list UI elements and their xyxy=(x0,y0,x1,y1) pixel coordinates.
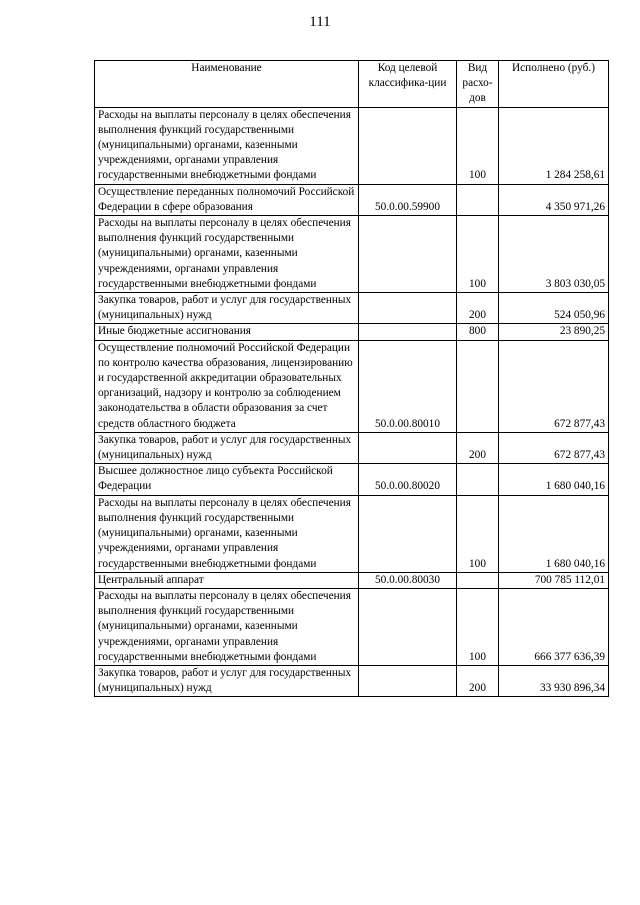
row-code-cell xyxy=(359,324,457,340)
row-amount-cell: 1 284 258,61 xyxy=(499,107,609,184)
row-amount-cell: 672 877,43 xyxy=(499,340,609,432)
row-name-cell: Расходы на выплаты персоналу в целях обеспечения выполнения функций государственными (муниципальными) органами, казенными учреждениями, органами управления государственными внебюджетными фондами xyxy=(95,588,359,665)
table-body xyxy=(95,107,609,697)
row-name-cell: Закупка товаров, работ и услуг для государственных (муниципальных) нужд xyxy=(95,293,359,324)
row-name-cell: Расходы на выплаты персоналу в целях обеспечения выполнения функций государственными (муниципальными) органами, казенными учреждениями, органами управления государственными внебюджетными фондами xyxy=(95,107,359,184)
row-name-cell: Иные бюджетные ассигнования xyxy=(95,324,359,340)
row-amount-cell: 3 803 030,05 xyxy=(499,216,609,293)
table-header-row xyxy=(95,61,609,108)
table-row xyxy=(95,572,609,588)
table-row xyxy=(95,665,609,696)
row-kind-cell xyxy=(457,572,499,588)
row-amount-cell: 700 785 112,01 xyxy=(499,572,609,588)
row-kind-cell: 100 xyxy=(457,107,499,184)
row-kind-cell xyxy=(457,464,499,495)
table-row xyxy=(95,432,609,463)
table-row xyxy=(95,216,609,293)
row-name-cell: Осуществление переданных полномочий Российской Федерации в сфере образования xyxy=(95,184,359,215)
row-code-cell xyxy=(359,216,457,293)
row-amount-cell: 672 877,43 xyxy=(499,432,609,463)
row-name-cell: Высшее должностное лицо субъекта Российской Федерации xyxy=(95,464,359,495)
row-amount-cell: 1 680 040,16 xyxy=(499,464,609,495)
table-row xyxy=(95,340,609,432)
table-row xyxy=(95,464,609,495)
row-kind-cell: 100 xyxy=(457,216,499,293)
row-kind-cell: 100 xyxy=(457,588,499,665)
row-amount-cell: 4 350 971,26 xyxy=(499,184,609,215)
row-code-cell xyxy=(359,495,457,572)
row-name-cell: Закупка товаров, работ и услуг для государственных (муниципальных) нужд xyxy=(95,432,359,463)
table-row xyxy=(95,184,609,215)
row-name-cell: Расходы на выплаты персоналу в целях обеспечения выполнения функций государственными (муниципальными) органами, казенными учреждениями, органами управления государственными внебюджетными фондами xyxy=(95,216,359,293)
table-row xyxy=(95,495,609,572)
row-kind-cell: 200 xyxy=(457,432,499,463)
row-code-cell xyxy=(359,293,457,324)
header-amount: Исполнено (руб.) xyxy=(499,61,609,108)
row-name-cell: Осуществление полномочий Российской Федерации по контролю качества образования, лицензированию и государственной аккредитации образовательных организаций, надзору и контролю за соблюдением законодательства в области образования за счет средств областного бюджета xyxy=(95,340,359,432)
row-code-cell xyxy=(359,107,457,184)
table-row xyxy=(95,324,609,340)
row-code-cell xyxy=(359,665,457,696)
row-name-cell: Закупка товаров, работ и услуг для государственных (муниципальных) нужд xyxy=(95,665,359,696)
row-name-cell: Расходы на выплаты персоналу в целях обеспечения выполнения функций государственными (муниципальными) органами, казенными учреждениями, органами управления государственными внебюджетными фондами xyxy=(95,495,359,572)
row-kind-cell: 100 xyxy=(457,495,499,572)
page-number: 111 xyxy=(309,14,331,30)
table-row xyxy=(95,107,609,184)
row-amount-cell: 23 890,25 xyxy=(499,324,609,340)
row-kind-cell: 200 xyxy=(457,293,499,324)
table-row xyxy=(95,588,609,665)
row-name-cell: Центральный аппарат xyxy=(95,572,359,588)
row-code-cell: 50.0.00.59900 xyxy=(359,184,457,215)
row-code-cell: 50.0.00.80010 xyxy=(359,340,457,432)
row-code-cell xyxy=(359,588,457,665)
table-row xyxy=(95,293,609,324)
expenditure-table xyxy=(94,60,609,697)
row-code-cell xyxy=(359,432,457,463)
row-amount-cell: 33 930 896,34 xyxy=(499,665,609,696)
row-kind-cell: 200 xyxy=(457,665,499,696)
row-code-cell: 50.0.00.80020 xyxy=(359,464,457,495)
row-code-cell: 50.0.00.80030 xyxy=(359,572,457,588)
row-kind-cell: 800 xyxy=(457,324,499,340)
header-code: Код целевой классифика-ции xyxy=(359,61,457,108)
row-kind-cell xyxy=(457,184,499,215)
header-name: Наименование xyxy=(95,61,359,108)
row-kind-cell xyxy=(457,340,499,432)
row-amount-cell: 524 050,96 xyxy=(499,293,609,324)
header-kind: Вид расхо-дов xyxy=(457,61,499,108)
row-amount-cell: 666 377 636,39 xyxy=(499,588,609,665)
row-amount-cell: 1 680 040,16 xyxy=(499,495,609,572)
